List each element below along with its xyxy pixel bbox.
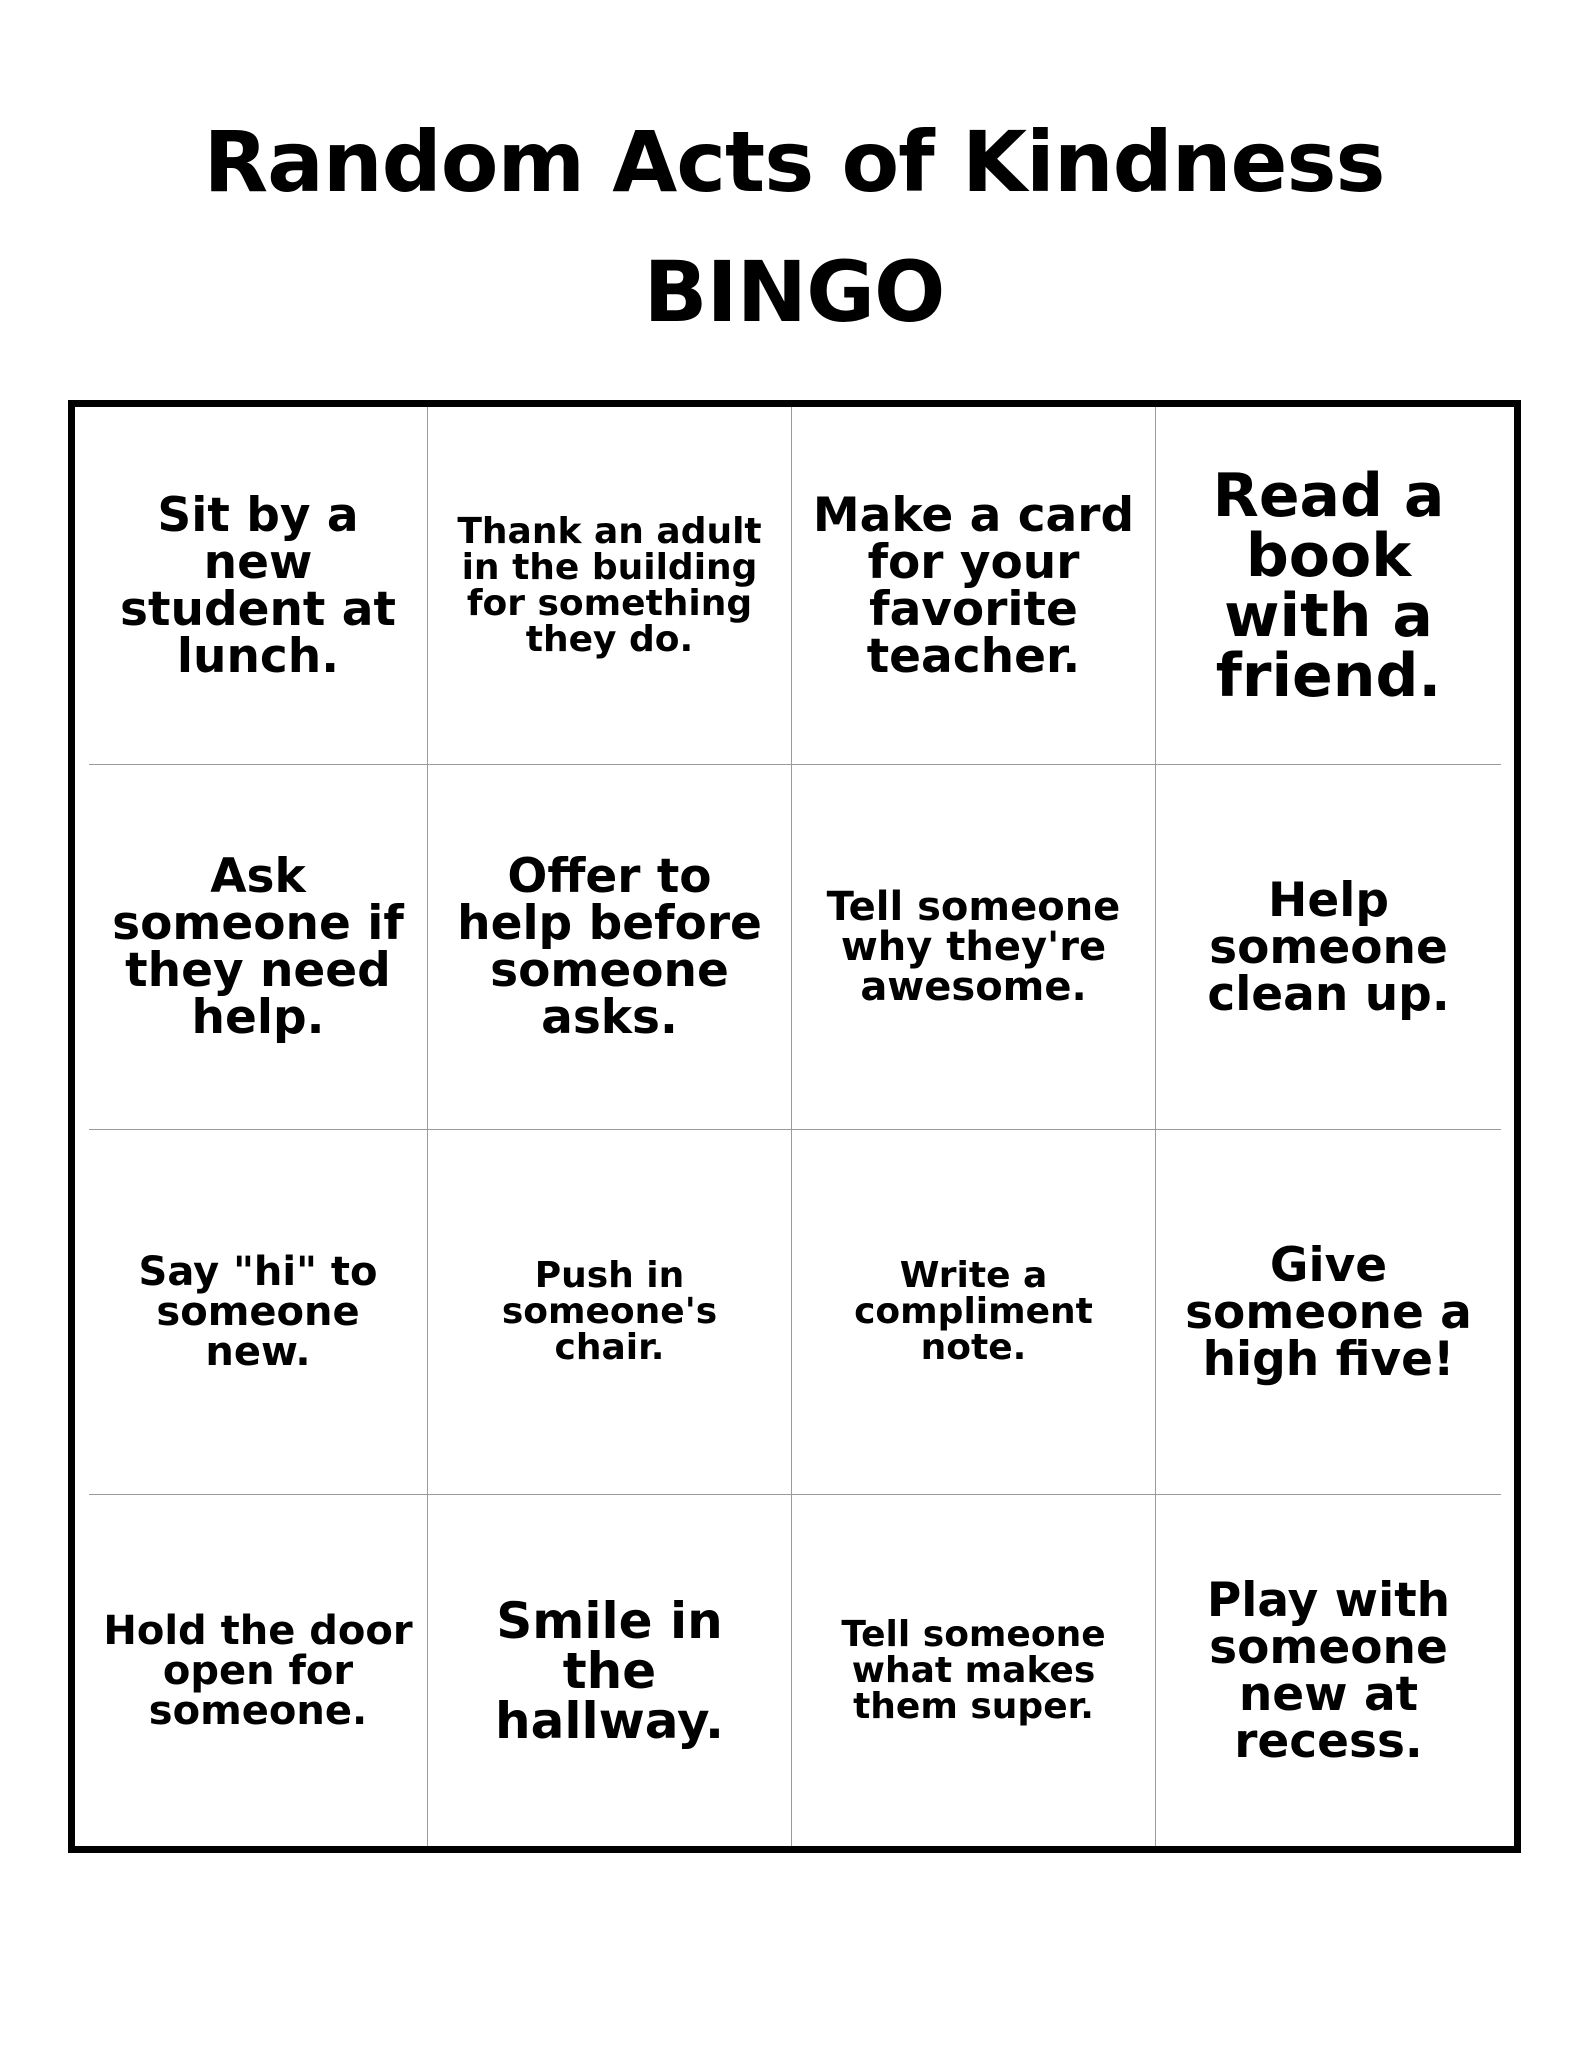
bingo-cell-text: Push in someone's chair.: [501, 1255, 718, 1368]
bingo-cell-text: Play with someone new at recess.: [1206, 1572, 1451, 1769]
bingo-cell-r2c2[interactable]: [428, 765, 792, 1130]
bingo-cell-text: Read a book with a friend.: [1212, 460, 1445, 711]
bingo-cell-r1c3[interactable]: [792, 407, 1156, 765]
bingo-cell-text: Give someone a high five!: [1185, 1237, 1472, 1387]
bingo-cell-text: Help someone clean up.: [1207, 872, 1450, 1022]
bingo-cell-r2c3[interactable]: [792, 765, 1156, 1130]
page-title: Random Acts of Kindness: [203, 113, 1385, 211]
bingo-cell-text: Smile in the hallway.: [494, 1591, 724, 1750]
bingo-board: [68, 400, 1521, 1853]
bingo-cell-r4c1[interactable]: [89, 1495, 428, 1846]
bingo-cell-r1c2[interactable]: [428, 407, 792, 765]
bingo-cell-r2c1[interactable]: [89, 765, 428, 1130]
bingo-cell-text: Tell someone why they're awesome.: [826, 884, 1121, 1010]
bingo-cell-text: Make a card for your favorite teacher.: [812, 487, 1135, 684]
bingo-grid: [89, 407, 1501, 1846]
bingo-cell-text: Tell someone what makes them super.: [841, 1613, 1106, 1727]
bingo-cell-text: Say "hi" to someone new.: [138, 1249, 378, 1375]
bingo-cell-r2c4[interactable]: [1156, 765, 1501, 1130]
bingo-cell-r1c1[interactable]: [89, 407, 428, 765]
bingo-cell-r4c4[interactable]: [1156, 1495, 1501, 1846]
bingo-cell-r3c2[interactable]: [428, 1130, 792, 1495]
bingo-cell-text: Write a compliment note.: [854, 1255, 1093, 1368]
bingo-cell-r3c3[interactable]: [792, 1130, 1156, 1495]
bingo-cell-r1c4[interactable]: [1156, 407, 1501, 765]
bingo-cell-text: Hold the door open for someone.: [103, 1607, 413, 1734]
bingo-cell-text: Ask someone if they need help.: [112, 849, 404, 1045]
bingo-cell-r3c1[interactable]: [89, 1130, 428, 1495]
bingo-cell-r4c3[interactable]: [792, 1495, 1156, 1846]
bingo-cell-text: Sit by a new student at lunch.: [120, 487, 396, 684]
bingo-cell-r4c2[interactable]: [428, 1495, 792, 1846]
bingo-cell-text: Offer to help before someone asks.: [457, 849, 762, 1045]
bingo-cell-text: Thank an adult in the building for something they do.: [457, 510, 762, 660]
bingo-cell-r3c4[interactable]: [1156, 1130, 1501, 1495]
page-subtitle-bingo: BINGO: [643, 243, 945, 341]
